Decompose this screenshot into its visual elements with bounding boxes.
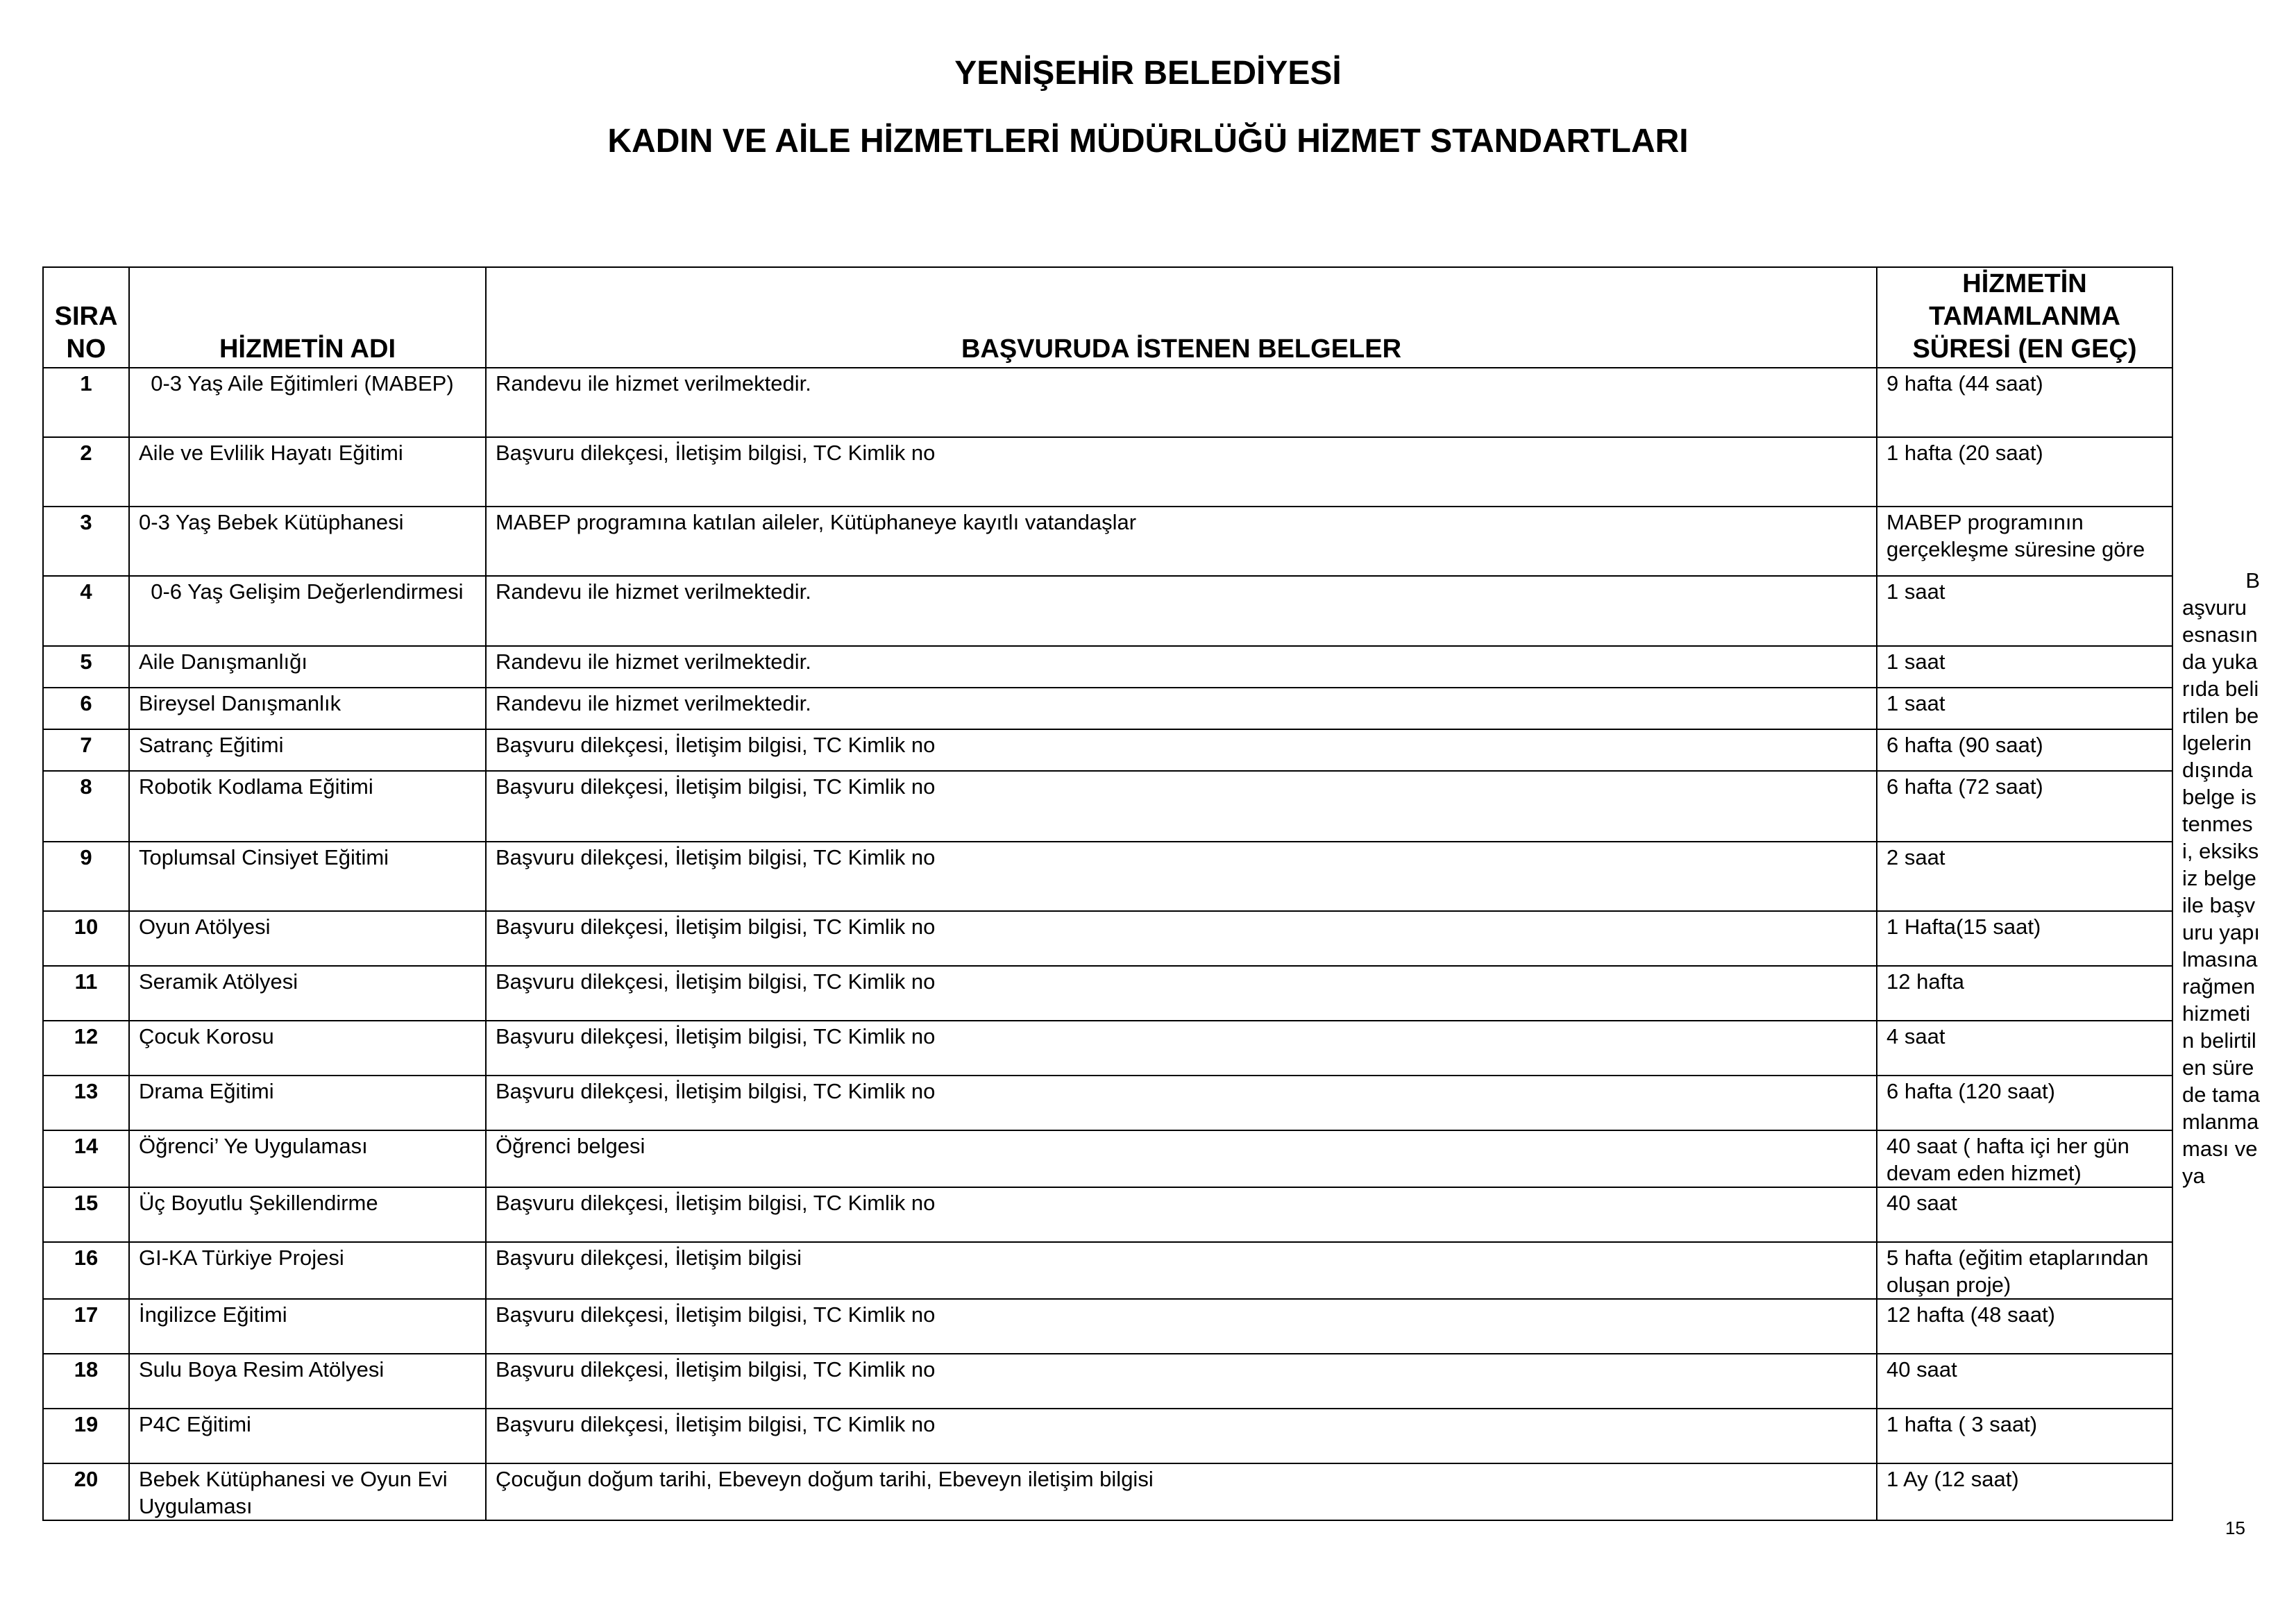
completion-duration: MABEP programının gerçekleşme süresine göre: [1877, 507, 2172, 576]
table-row: [43, 368, 2172, 437]
page-title: YENİŞEHİR BELEDİYESİ: [954, 55, 1342, 92]
page-number: 15: [2225, 1518, 2245, 1538]
row-number: 18: [43, 1354, 129, 1409]
row-number: 12: [43, 1021, 129, 1076]
required-documents: Başvuru dilekçesi, İletişim bilgisi, TC Kimlik no: [486, 1409, 1877, 1463]
table-row: [43, 1354, 2172, 1409]
side-note: [2182, 567, 2262, 1189]
row-number: 20: [43, 1463, 129, 1520]
completion-duration: 9 hafta (44 saat): [1877, 368, 2172, 437]
row-number: 8: [43, 771, 129, 842]
row-number: 9: [43, 842, 129, 911]
header-no-line: NO: [66, 334, 106, 364]
completion-duration: 40 saat ( hafta içi her gün devam eden hizmet): [1877, 1130, 2172, 1187]
row-number: 11: [43, 966, 129, 1021]
row-number: 13: [43, 1076, 129, 1130]
service-name: Bebek Kütüphanesi ve Oyun Evi Uygulaması: [129, 1463, 486, 1520]
header-service-name: HİZMETİN ADI: [129, 267, 486, 368]
completion-duration: 1 saat: [1877, 576, 2172, 646]
row-number: 19: [43, 1409, 129, 1463]
service-name: İngilizce Eğitimi: [129, 1299, 486, 1354]
required-documents: Öğrenci belgesi: [486, 1130, 1877, 1187]
service-name: Aile ve Evlilik Hayatı Eğitimi: [129, 437, 486, 507]
table-row: [43, 437, 2172, 507]
row-number: 16: [43, 1242, 129, 1299]
service-name: Toplumsal Cinsiyet Eğitimi: [129, 842, 486, 911]
required-documents: Başvuru dilekçesi, İletişim bilgisi, TC Kimlik no: [486, 1299, 1877, 1354]
service-name: 0-3 Yaş Bebek Kütüphanesi: [129, 507, 486, 576]
completion-duration: 1 saat: [1877, 646, 2172, 688]
row-number: 17: [43, 1299, 129, 1354]
completion-duration: 40 saat: [1877, 1354, 2172, 1409]
row-number: 3: [43, 507, 129, 576]
required-documents: Başvuru dilekçesi, İletişim bilgisi, TC Kimlik no: [486, 1076, 1877, 1130]
side-note-first: B: [2245, 568, 2260, 593]
header-sira-no: [43, 267, 129, 368]
required-documents: MABEP programına katılan aileler, Kütüphaneye kayıtlı vatandaşlar: [486, 507, 1877, 576]
completion-duration: 1 saat: [1877, 688, 2172, 729]
service-name: Bireysel Danışmanlık: [129, 688, 486, 729]
service-name: GI-KA Türkiye Projesi: [129, 1242, 486, 1299]
table-row: [43, 966, 2172, 1021]
completion-duration: 12 hafta (48 saat): [1877, 1299, 2172, 1354]
required-documents: Başvuru dilekçesi, İletişim bilgisi, TC Kimlik no: [486, 771, 1877, 842]
table-header-row: [43, 267, 2172, 368]
row-number: 7: [43, 729, 129, 771]
service-name: Üç Boyutlu Şekillendirme: [129, 1187, 486, 1242]
header-duration-line2: TAMAMLANMA: [1929, 302, 2120, 331]
completion-duration: 1 hafta (20 saat): [1877, 437, 2172, 507]
service-name: Sulu Boya Resim Atölyesi: [129, 1354, 486, 1409]
required-documents: Başvuru dilekçesi, İletişim bilgisi, TC Kimlik no: [486, 1187, 1877, 1242]
header-documents: BAŞVURUDA İSTENEN BELGELER: [486, 267, 1877, 368]
table-row: [43, 1299, 2172, 1354]
row-number: 14: [43, 1130, 129, 1187]
table-row: [43, 842, 2172, 911]
required-documents: Başvuru dilekçesi, İletişim bilgisi: [486, 1242, 1877, 1299]
header-duration: [1877, 267, 2172, 368]
table-row: [43, 1242, 2172, 1299]
service-name: Öğrenci’ Ye Uygulaması: [129, 1130, 486, 1187]
table-row: [43, 1409, 2172, 1463]
completion-duration: 6 hafta (72 saat): [1877, 771, 2172, 842]
service-name: Oyun Atölyesi: [129, 911, 486, 966]
required-documents: Başvuru dilekçesi, İletişim bilgisi, TC Kimlik no: [486, 1021, 1877, 1076]
header-sira-line: SIRA: [54, 302, 118, 331]
table-row: [43, 688, 2172, 729]
table-row: [43, 576, 2172, 646]
table-row: [43, 911, 2172, 966]
table-row: [43, 771, 2172, 842]
header-duration-line1: HİZMETİN: [1962, 269, 2087, 298]
service-name: 0-6 Yaş Gelişim Değerlendirmesi: [129, 576, 486, 646]
completion-duration: 5 hafta (eğitim etaplarından oluşan proje): [1877, 1242, 2172, 1299]
completion-duration: 6 hafta (120 saat): [1877, 1076, 2172, 1130]
table-row: [43, 1076, 2172, 1130]
completion-duration: 6 hafta (90 saat): [1877, 729, 2172, 771]
row-number: 6: [43, 688, 129, 729]
row-number: 15: [43, 1187, 129, 1242]
table-row: [43, 1187, 2172, 1242]
service-name: 0-3 Yaş Aile Eğitimleri (MABEP): [129, 368, 486, 437]
required-documents: Randevu ile hizmet verilmektedir.: [486, 688, 1877, 729]
service-standards-table: [42, 266, 2173, 1521]
table-row: [43, 729, 2172, 771]
completion-duration: 40 saat: [1877, 1187, 2172, 1242]
table-row: [43, 1463, 2172, 1520]
row-number: 5: [43, 646, 129, 688]
required-documents: Başvuru dilekçesi, İletişim bilgisi, TC Kimlik no: [486, 842, 1877, 911]
side-note-text: aşvuru esnasında yukarıda belirtilen belgelerin dışında belge istenmesi, eksiksiz belge ile başvuru yapılmasına rağmen hizmetin belirtilen sürede tamamlanmaması veya: [2182, 595, 2261, 1188]
required-documents: Başvuru dilekçesi, İletişim bilgisi, TC Kimlik no: [486, 966, 1877, 1021]
table-row: [43, 507, 2172, 576]
service-name: Seramik Atölyesi: [129, 966, 486, 1021]
table-row: [43, 1021, 2172, 1076]
required-documents: Çocuğun doğum tarihi, Ebeveyn doğum tarihi, Ebeveyn iletişim bilgisi: [486, 1463, 1877, 1520]
header-duration-line3: SÜRESİ (EN GEÇ): [1912, 334, 2137, 364]
completion-duration: 1 Ay (12 saat): [1877, 1463, 2172, 1520]
completion-duration: 1 hafta ( 3 saat): [1877, 1409, 2172, 1463]
row-number: 10: [43, 911, 129, 966]
service-name: Çocuk Korosu: [129, 1021, 486, 1076]
required-documents: Randevu ile hizmet verilmektedir.: [486, 576, 1877, 646]
table-row: [43, 1130, 2172, 1187]
completion-duration: 4 saat: [1877, 1021, 2172, 1076]
service-name: Robotik Kodlama Eğitimi: [129, 771, 486, 842]
table-row: [43, 646, 2172, 688]
completion-duration: 1 Hafta(15 saat): [1877, 911, 2172, 966]
required-documents: Randevu ile hizmet verilmektedir.: [486, 368, 1877, 437]
required-documents: Başvuru dilekçesi, İletişim bilgisi, TC Kimlik no: [486, 911, 1877, 966]
completion-duration: 2 saat: [1877, 842, 2172, 911]
required-documents: Randevu ile hizmet verilmektedir.: [486, 646, 1877, 688]
required-documents: Başvuru dilekçesi, İletişim bilgisi, TC Kimlik no: [486, 729, 1877, 771]
service-name: Satranç Eğitimi: [129, 729, 486, 771]
completion-duration: 12 hafta: [1877, 966, 2172, 1021]
page-subtitle: KADIN VE AİLE HİZMETLERİ MÜDÜRLÜĞÜ HİZMET STANDARTLARI: [607, 123, 1689, 160]
service-name: Drama Eğitimi: [129, 1076, 486, 1130]
service-name: P4C Eğitimi: [129, 1409, 486, 1463]
required-documents: Başvuru dilekçesi, İletişim bilgisi, TC Kimlik no: [486, 437, 1877, 507]
required-documents: Başvuru dilekçesi, İletişim bilgisi, TC Kimlik no: [486, 1354, 1877, 1409]
row-number: 2: [43, 437, 129, 507]
service-name: Aile Danışmanlığı: [129, 646, 486, 688]
row-number: 4: [43, 576, 129, 646]
row-number: 1: [43, 368, 129, 437]
